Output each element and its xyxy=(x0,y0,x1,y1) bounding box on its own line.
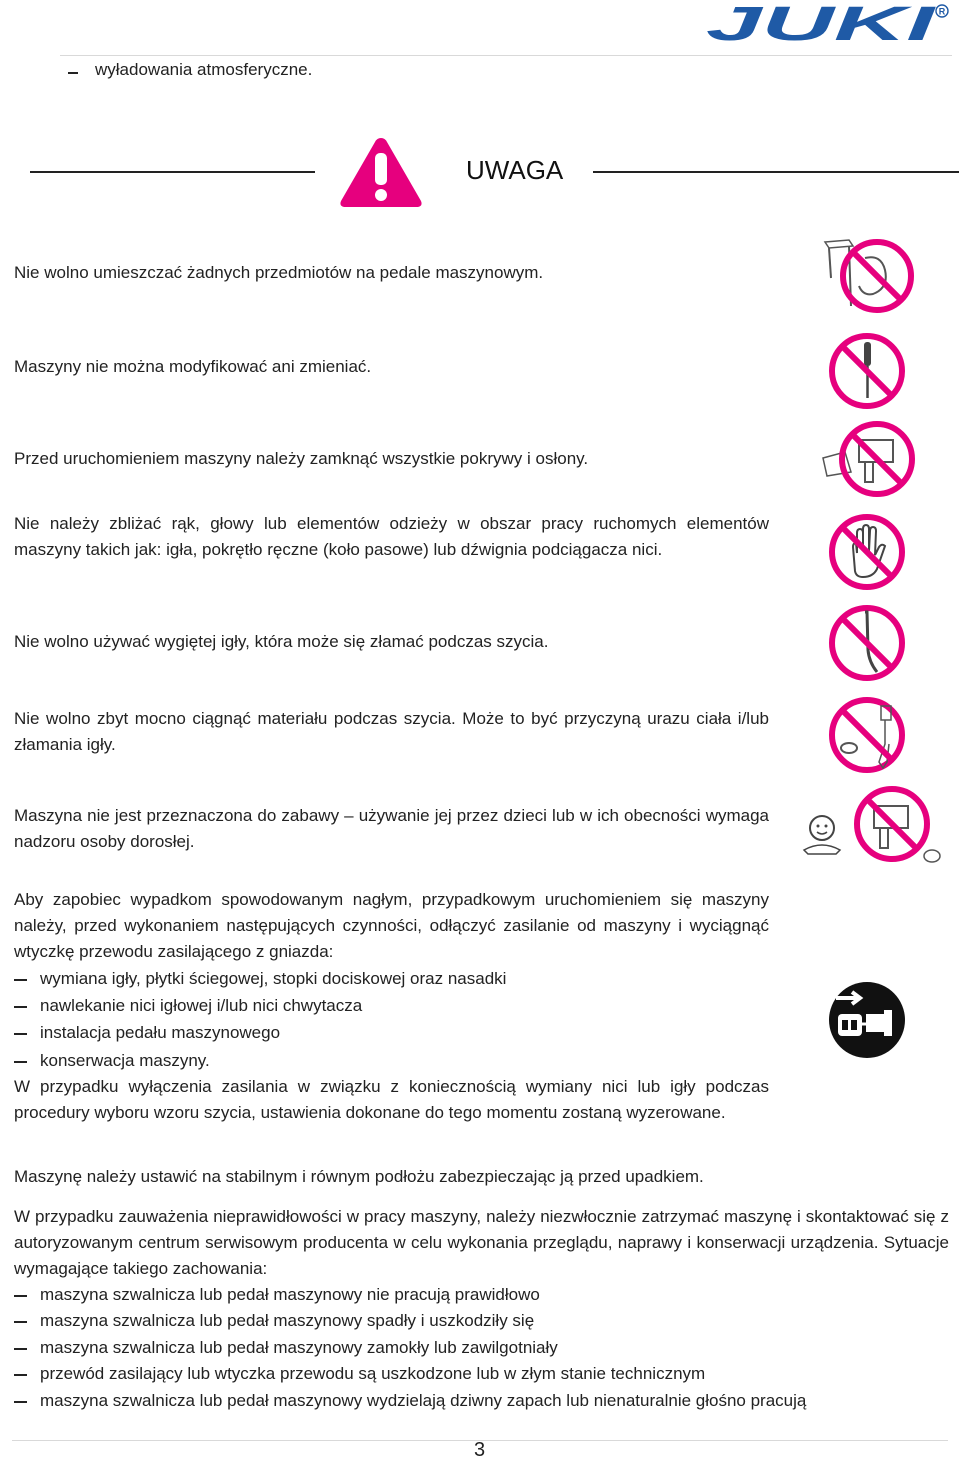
no-screwdriver-icon xyxy=(815,328,925,414)
no-children-icon xyxy=(792,784,942,872)
list-item: maszyna szwalnicza lub pedał maszynowy nie pracują prawidłowo xyxy=(14,1282,540,1308)
safety-paragraph: Maszyna nie jest przeznaczona do zabawy – używanie jej przez dzieci lub w ich obecności wymaga nadzoru osoby dorosłej. xyxy=(14,806,769,851)
no-pulling-fabric-icon xyxy=(815,692,925,778)
no-bent-needle-icon xyxy=(815,600,925,686)
warning-triangle-icon xyxy=(338,135,424,209)
svg-text:R: R xyxy=(938,6,946,17)
list-item: maszyna szwalnicza lub pedał maszynowy wydzielają dziwny zapach lub nienaturalnie głośno pracują xyxy=(14,1388,806,1414)
safety-paragraph: Nie wolno umieszczać żadnych przedmiotów na pedale maszynowym. xyxy=(14,263,544,282)
header-divider xyxy=(60,55,952,56)
safety-paragraph: Nie należy zbliżać rąk, głowy lub elementów odzieży w obszar pracy ruchomych elementów maszyny takich jak: igła, pokrętło ręczne (koło pasowe) lub dźwignia podciągacza nici. xyxy=(14,514,769,559)
safety-paragraph: Aby zapobiec wypadkom spowodowanym nagłym, przypadkowym uruchomieniem się maszyny należy, przed wykonaniem następujących czynności, odłączyć zasilanie od maszyny i wyciągnąć wtyczkę przewodu zasilającego z gniazda: xyxy=(14,890,769,961)
no-open-covers-icon xyxy=(815,418,925,504)
safety-paragraph: W przypadku zauważenia nieprawidłowości w pracy maszyny, należy niezwłocznie zatrzymać maszynę i skontaktować się z autoryzowanym centrum serwisowym producenta w celu wykonania przeglądu, naprawy i konserwacji urządzenia. Sytuacje wymagające takiego zachowania: xyxy=(14,1207,949,1278)
top-list-item: wyładowania atmosferyczne. xyxy=(95,60,313,79)
list-item: maszyna szwalnicza lub pedał maszynowy zamokły lub zawilgotniały xyxy=(14,1335,558,1361)
list-item: instalacja pedału maszynowego xyxy=(14,1020,280,1046)
warning-rule-right xyxy=(593,171,959,173)
page-number: 3 xyxy=(474,1439,486,1461)
safety-paragraph: Maszyny nie można modyfikować ani zmieniać. xyxy=(14,357,372,376)
safety-paragraph: Przed uruchomieniem maszyny należy zamknąć wszystkie pokrywy i osłony. xyxy=(14,449,589,468)
warning-title: UWAGA xyxy=(466,155,564,185)
safety-paragraph: Nie wolno używać wygiętej igły, która może się złamać podczas szycia. xyxy=(14,632,549,651)
list-item: nawlekanie nici igłowej i/lub nici chwytacza xyxy=(14,993,362,1019)
list-item: konserwacja maszyny. xyxy=(14,1048,210,1074)
safety-paragraph: Maszynę należy ustawić na stabilnym i równym podłożu zabezpieczając ją przed upadkiem. xyxy=(14,1167,704,1186)
logo-wordmark: JUKI xyxy=(706,2,938,46)
list-item: wymiana igły, płytki ściegowej, stopki dociskowej oraz nasadki xyxy=(14,966,506,992)
juki-logo xyxy=(706,2,952,46)
unplug-power-icon xyxy=(826,980,908,1060)
no-objects-on-pedal-icon xyxy=(815,236,925,322)
safety-paragraph: W przypadku wyłączenia zasilania w związku z koniecznością wymiany nici lub igły podczas procedury wyboru wzoru szycia, ustawienia dokonane do tego momentu zostaną wyzerowane. xyxy=(14,1077,769,1122)
safety-paragraph: Nie wolno zbyt mocno ciągnąć materiału podczas szycia. Może to być przyczyną urazu ciała i/lub złamania igły. xyxy=(14,709,769,754)
no-hands-icon xyxy=(815,509,925,595)
list-item: maszyna szwalnicza lub pedał maszynowy spadły i uszkodziły się xyxy=(14,1308,534,1334)
list-item: przewód zasilający lub wtyczka przewodu są uszkodzone lub w złym stanie technicznym xyxy=(14,1361,705,1387)
warning-rule-left xyxy=(30,171,315,173)
list-dash xyxy=(68,72,78,74)
